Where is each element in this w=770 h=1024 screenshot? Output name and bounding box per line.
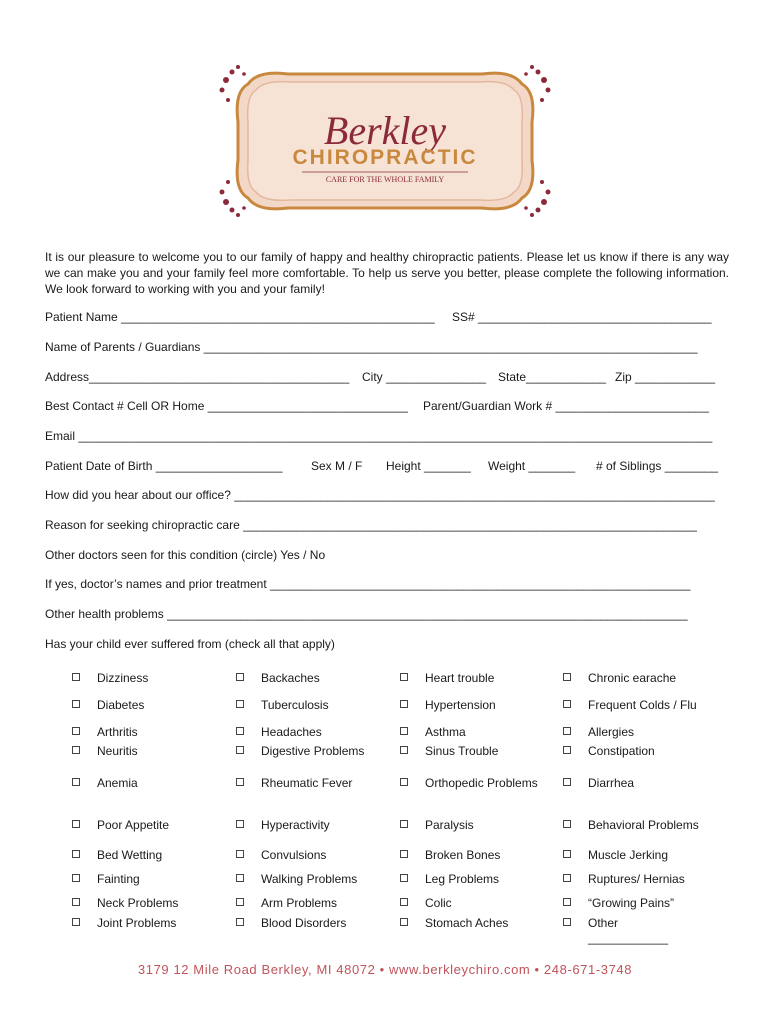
condition-label: Hyperactivity (261, 818, 330, 832)
checkbox[interactable] (72, 898, 80, 906)
condition-label: Chronic earache (588, 671, 677, 685)
checkbox[interactable] (236, 918, 244, 926)
checkbox[interactable] (563, 874, 571, 882)
checkbox[interactable] (72, 746, 80, 754)
checkbox[interactable] (72, 727, 80, 735)
checkbox[interactable] (563, 700, 571, 708)
checkbox[interactable] (236, 727, 244, 735)
condition-label: Blood Disorders (261, 916, 347, 930)
logo-tagline: CARE FOR THE WHOLE FAMILY (325, 175, 445, 184)
condition-label: Sinus Trouble (425, 744, 499, 758)
checkbox[interactable] (400, 918, 408, 926)
condition-label: Hypertension (425, 698, 496, 712)
checkbox[interactable] (236, 820, 244, 828)
reason-field[interactable]: Reason for seeking chiropractic care ____________________________________________________________________ (45, 518, 697, 532)
height-field[interactable]: Height _______ (386, 459, 471, 473)
condition-label: Headaches (261, 725, 322, 739)
condition-label: Backaches (261, 671, 320, 685)
condition-label: Heart trouble (425, 671, 495, 685)
condition-label: Fainting (97, 872, 140, 886)
patient-name-field[interactable]: Patient Name _______________________________________________ (45, 310, 435, 324)
condition-label: Other ____________ (588, 916, 669, 945)
condition-label: Walking Problems (261, 872, 358, 886)
condition-label: Neuritis (97, 744, 138, 758)
checkbox[interactable] (72, 673, 80, 681)
checkbox[interactable] (72, 850, 80, 858)
best-contact-field[interactable]: Best Contact # Cell OR Home ______________________________ (45, 399, 408, 413)
condition-label: Orthopedic Problems (425, 776, 538, 790)
checkbox[interactable] (400, 673, 408, 681)
checkbox[interactable] (400, 778, 408, 786)
condition-label: Diabetes (97, 698, 145, 712)
logo-caps-name: CHIROPRACTIC (292, 146, 478, 169)
condition-label: Bed Wetting (97, 848, 163, 862)
checkbox[interactable] (236, 746, 244, 754)
condition-label: Stomach Aches (425, 916, 509, 930)
checkbox[interactable] (236, 850, 244, 858)
footer-contact: 3179 12 Mile Road Berkley, MI 48072 • www.berkleychiro.com • 248-671-3748 (137, 962, 633, 977)
condition-label: Ruptures/ Hernias (588, 872, 685, 886)
condition-label: Colic (425, 896, 452, 910)
parents-field[interactable]: Name of Parents / Guardians __________________________________________________________________________ (45, 340, 698, 354)
checkbox[interactable] (400, 898, 408, 906)
condition-label: Joint Problems (97, 916, 177, 930)
checkbox[interactable] (236, 673, 244, 681)
city-field[interactable]: City _______________ (362, 370, 487, 384)
checkbox[interactable] (236, 874, 244, 882)
checkbox[interactable] (563, 918, 571, 926)
checkbox[interactable] (563, 820, 571, 828)
condition-label: Convulsions (261, 848, 327, 862)
other-health-field[interactable]: Other health problems ______________________________________________________________________________ (45, 607, 688, 621)
logo-script-name: Berkley (323, 108, 447, 153)
condition-label: Frequent Colds / Flu (588, 698, 697, 712)
checkbox[interactable] (236, 700, 244, 708)
checkbox[interactable] (72, 874, 80, 882)
checkbox[interactable] (72, 820, 80, 828)
sex-field[interactable]: Sex M / F (311, 459, 363, 473)
checkbox[interactable] (400, 700, 408, 708)
condition-label: Digestive Problems (261, 744, 365, 758)
other-doctors-field[interactable]: Other doctors seen for this condition (circle) Yes / No (45, 548, 326, 562)
condition-label: Arm Problems (261, 896, 338, 910)
condition-label: Muscle Jerking (588, 848, 669, 862)
checkbox[interactable] (72, 918, 80, 926)
condition-label: Dizziness (97, 671, 149, 685)
condition-label: Asthma (425, 725, 466, 739)
intro-paragraph: It is our pleasure to welcome you to our family of happy and healthy chiropractic patients. Please let us know if there is any way we can make you and your family feel more comfortable. To help us serve you better, please complete the following information. We look forward to working with you and your family! (45, 250, 729, 296)
condition-label: Tuberculosis (261, 698, 329, 712)
checkbox[interactable] (563, 727, 571, 735)
checkbox[interactable] (400, 850, 408, 858)
condition-label: Diarrhea (588, 776, 635, 790)
ss-field[interactable]: SS# ___________________________________ (452, 310, 712, 324)
suffered-heading: Has your child ever suffered from (check all that apply) (45, 637, 335, 651)
checkbox[interactable] (563, 850, 571, 858)
address-field[interactable]: Address_______________________________________ (45, 370, 350, 384)
checkbox[interactable] (236, 898, 244, 906)
checkbox[interactable] (236, 778, 244, 786)
berkley-chiropractic-logo (218, 62, 552, 220)
checkbox[interactable] (563, 898, 571, 906)
condition-label: Leg Problems (425, 872, 500, 886)
guardian-work-field[interactable]: Parent/Guardian Work # _______________________ (423, 399, 710, 413)
checkbox[interactable] (72, 700, 80, 708)
checkbox[interactable] (563, 778, 571, 786)
zip-field[interactable]: Zip ____________ (615, 370, 716, 384)
doctors-names-field[interactable]: If yes, doctor’s names and prior treatment _______________________________________________________________ (45, 577, 691, 591)
condition-label: Constipation (588, 744, 655, 758)
state-field[interactable]: State____________ (498, 370, 607, 384)
checkbox[interactable] (563, 673, 571, 681)
condition-label: Broken Bones (425, 848, 501, 862)
condition-label: Neck Problems (97, 896, 179, 910)
weight-field[interactable]: Weight _______ (488, 459, 576, 473)
email-field[interactable]: Email _______________________________________________________________________________________________ (45, 429, 713, 443)
siblings-field[interactable]: # of Siblings ________ (596, 459, 719, 473)
checkbox[interactable] (400, 727, 408, 735)
condition-label: Arthritis (97, 725, 138, 739)
checkbox[interactable] (400, 820, 408, 828)
checkbox[interactable] (400, 746, 408, 754)
checkbox[interactable] (400, 874, 408, 882)
condition-label: Behavioral Problems (588, 818, 699, 832)
condition-label: Anemia (97, 776, 138, 790)
condition-label: Allergies (588, 725, 635, 739)
dob-field[interactable]: Patient Date of Birth ___________________ (45, 459, 283, 473)
condition-label: Paralysis (425, 818, 474, 832)
checkbox[interactable] (72, 778, 80, 786)
condition-label: Poor Appetite (97, 818, 170, 832)
condition-label: “Growing Pains” (588, 896, 675, 910)
hear-field[interactable]: How did you hear about our office? ________________________________________________________________________ (45, 488, 715, 502)
checkbox[interactable] (563, 746, 571, 754)
condition-label: Rheumatic Fever (261, 776, 353, 790)
